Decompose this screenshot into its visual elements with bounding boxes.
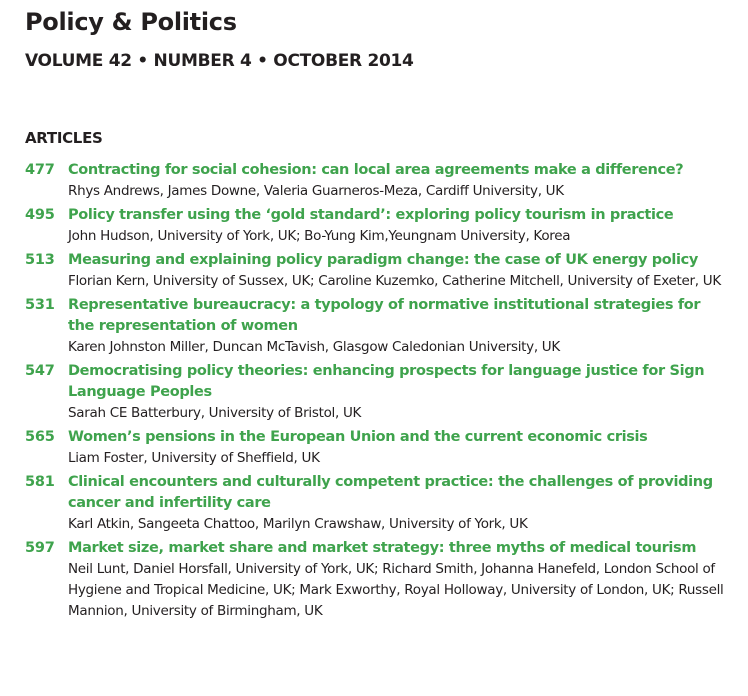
article-title[interactable]: Policy transfer using the ‘gold standard’: exploring policy tourism in practice bbox=[68, 207, 674, 223]
article-page-number: 495 bbox=[25, 207, 55, 223]
article-entry bbox=[25, 250, 725, 292]
article-title[interactable]: Measuring and explaining policy paradigm change: the case of UK energy policy bbox=[68, 252, 698, 268]
article-title[interactable]: Contracting for social cohesion: can local area agreements make a difference? bbox=[68, 162, 684, 178]
article-authors: Karen Johnston Miller, Duncan McTavish, Glasgow Caledonian University, UK bbox=[68, 339, 560, 355]
article-page-number: 597 bbox=[25, 540, 55, 556]
journal-title: Policy & Politics bbox=[25, 8, 237, 36]
article-page-number: 547 bbox=[25, 363, 55, 379]
article-authors: Liam Foster, University of Sheffield, UK bbox=[68, 450, 320, 466]
article-entry bbox=[25, 427, 725, 469]
article-authors: Karl Atkin, Sangeeta Chattoo, Marilyn Crawshaw, University of York, UK bbox=[68, 516, 528, 532]
issue-info: VOLUME 42 • NUMBER 4 • OCTOBER 2014 bbox=[25, 51, 414, 71]
article-title[interactable]: Market size, market share and market strategy: three myths of medical tourism bbox=[68, 540, 697, 556]
article-authors: Rhys Andrews, James Downe, Valeria Guarneros-Meza, Cardiff University, UK bbox=[68, 183, 564, 199]
article-body bbox=[68, 538, 725, 622]
article-body bbox=[68, 361, 725, 424]
article-entry bbox=[25, 295, 725, 358]
article-title[interactable]: Clinical encounters and culturally competent practice: the challenges of providing cancer and infertility care bbox=[68, 474, 713, 511]
article-page-number: 531 bbox=[25, 297, 55, 313]
articles-list bbox=[25, 160, 725, 625]
article-body bbox=[68, 472, 725, 535]
article-authors: John Hudson, University of York, UK; Bo-Yung Kim,Yeungnam University, Korea bbox=[68, 228, 571, 244]
article-title[interactable]: Representative bureaucracy: a typology of normative institutional strategies for the representation of women bbox=[68, 297, 701, 334]
article-page-number: 477 bbox=[25, 162, 55, 178]
article-title[interactable]: Women’s pensions in the European Union and the current economic crisis bbox=[68, 429, 648, 445]
article-entry bbox=[25, 205, 725, 247]
article-page-number: 581 bbox=[25, 474, 55, 490]
article-body bbox=[68, 205, 725, 247]
article-authors: Neil Lunt, Daniel Horsfall, University of York, UK; Richard Smith, Johanna Hanefeld, London School of Hygiene and Tropical Medicine, UK; Mark Exworthy, Royal Holloway, University of London, UK; Russell Mannion, University of Birmingham, UK bbox=[68, 561, 724, 619]
article-authors: Florian Kern, University of Sussex, UK; Caroline Kuzemko, Catherine Mitchell, University of Exeter, UK bbox=[68, 273, 721, 289]
article-body bbox=[68, 160, 725, 202]
article-body bbox=[68, 295, 725, 358]
article-body bbox=[68, 250, 725, 292]
article-page-number: 513 bbox=[25, 252, 55, 268]
article-authors: Sarah CE Batterbury, University of Bristol, UK bbox=[68, 405, 362, 421]
article-entry bbox=[25, 361, 725, 424]
article-entry bbox=[25, 472, 725, 535]
article-page-number: 565 bbox=[25, 429, 55, 445]
article-body bbox=[68, 427, 725, 469]
section-heading-articles: ARTICLES bbox=[25, 129, 103, 147]
article-entry bbox=[25, 160, 725, 202]
article-entry bbox=[25, 538, 725, 622]
article-title[interactable]: Democratising policy theories: enhancing prospects for language justice for Sign Language Peoples bbox=[68, 363, 705, 400]
